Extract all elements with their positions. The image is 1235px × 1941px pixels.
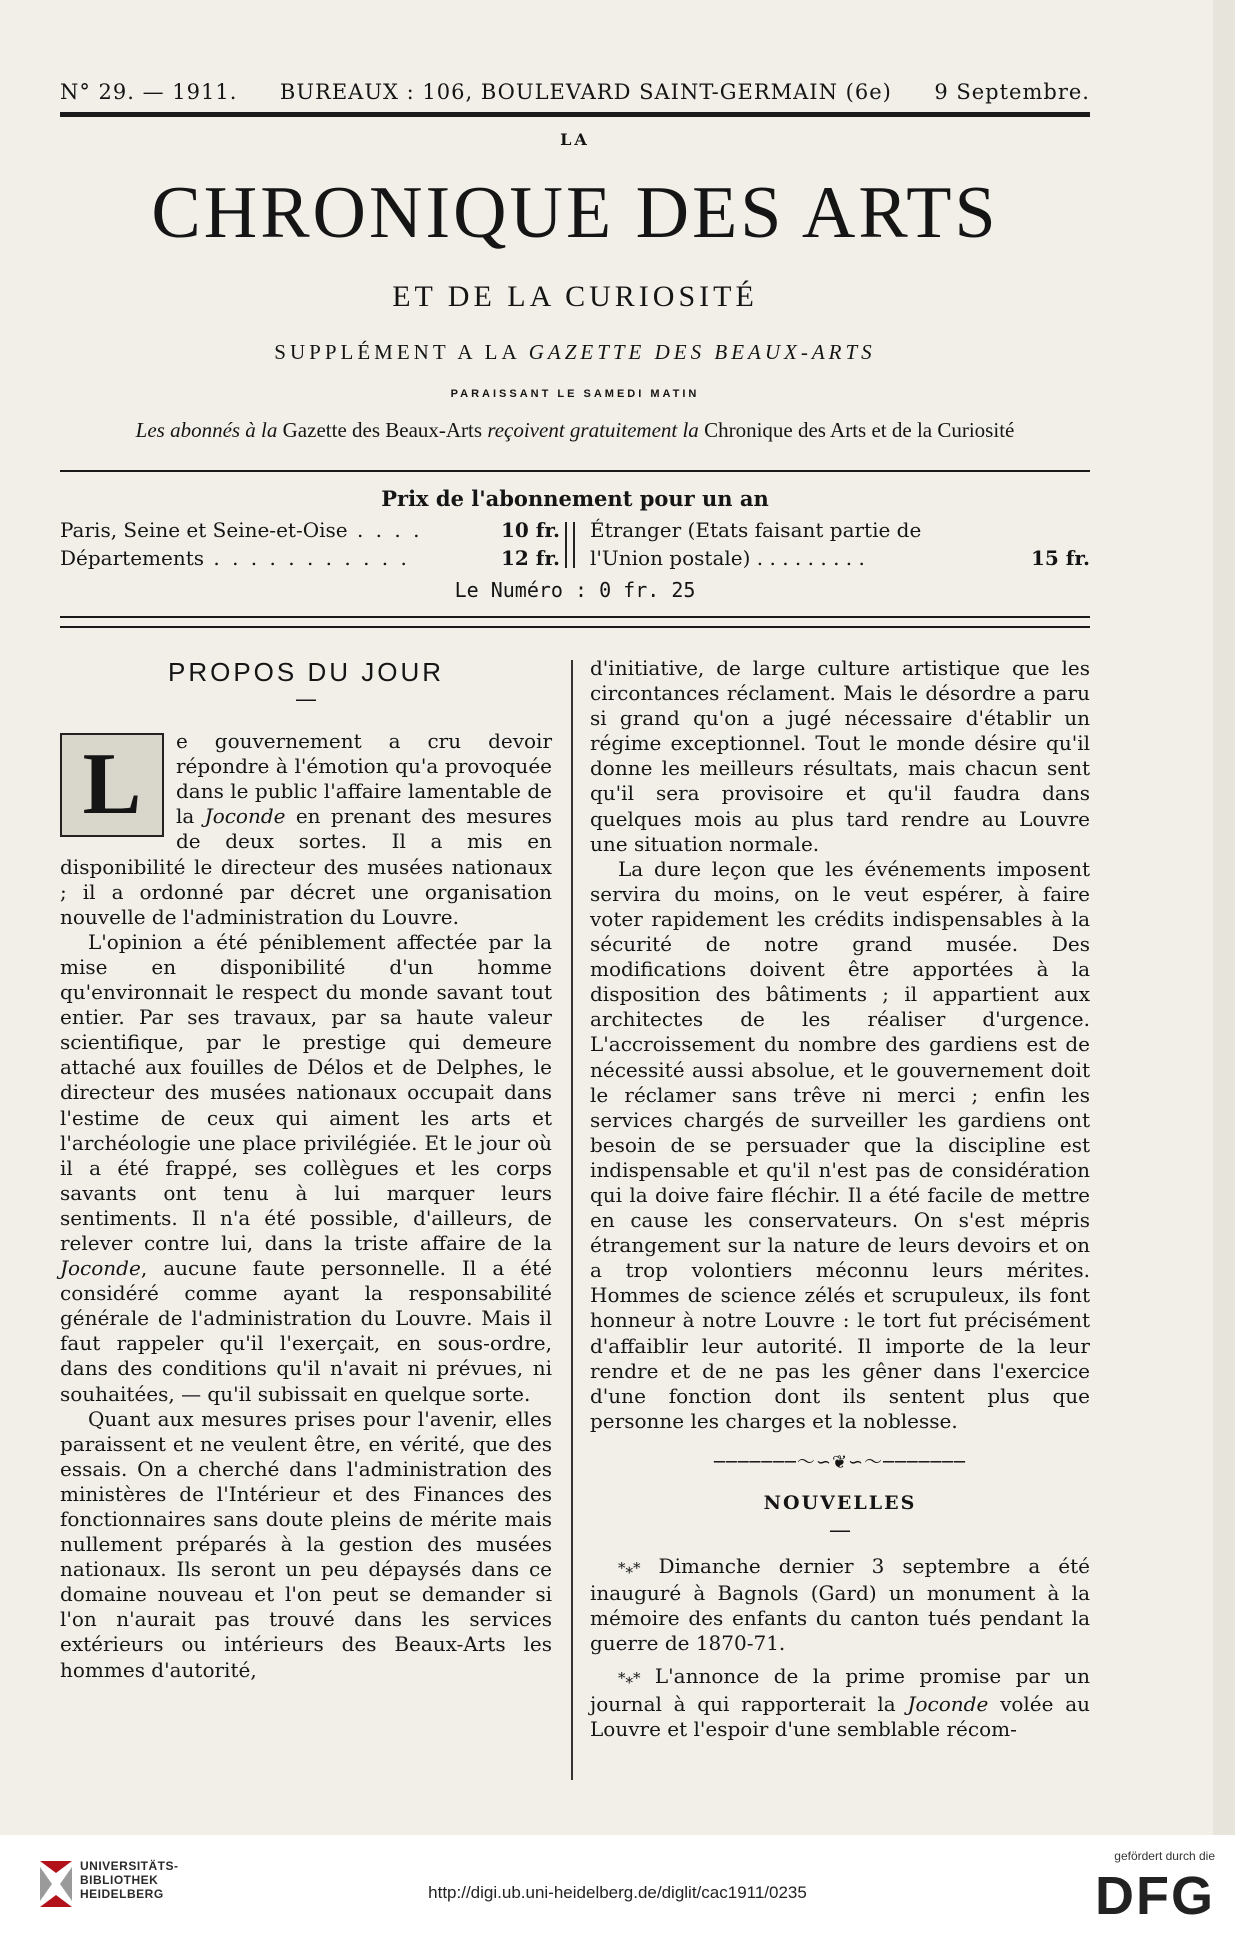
article-paragraph-1 — [60, 729, 552, 930]
abonnes-part-3: reçoivent gratuitement la — [487, 418, 699, 442]
article-heading: PROPOS DU JOUR — [167, 657, 445, 687]
page-gutter — [1213, 0, 1235, 1835]
masthead-parution: PARAISSANT LE SAMEDI MATIN — [450, 388, 700, 400]
funded-by-label: gefördert durch die — [1114, 1849, 1215, 1863]
etranger-price: 15 fr. — [1030, 546, 1090, 570]
p2-text: L'opinion a été péniblement affectée par la mise en disponibilité d'un homme qu'environnait le respect du monde savant tout entier. Par ses travaux, par sa haute valeur scientifique, par le prestige qui demeure attaché aux fouilles de Délos et de Delphes, le directeur des musées nationaux occupait dans l'estime de ceux qui aiment les arts et l'archéologie une place privilégiée. Et le jour où il a été frappé, ses collègues et les corps savants ont tenu à lui marquer leurs sentiments. Il n'a été possible, d'ailleurs, de relever contre lui, dans la triste affaire de la — [60, 929, 552, 1255]
article-paragraph-3: Quant aux mesures prises pour l'avenir, elles paraissent et ne veulent être, en vérité, que des essais. On a cherché dans l'administration des ministères de l'Intérieur et des Finances des fonctionnaires sans doute pleins de mérite mais nullement préparés à la gestion des musées nationaux. Ils seront un peu dépaysés dans ce domaine nouveau et l'on peut se demander si l'on n'aurait pas trouvé dans les services extérieurs ou intérieurs des Beaux-Arts les hommes d'autorité, — [60, 1406, 552, 1682]
p1-text: e gouvernement a cru devoir répondre à l'émotion qu'a provoquée dans le public l'affaire lamentable de la — [176, 729, 552, 829]
abonnes-part-4: Chronique des Arts et de la Curiosité — [704, 418, 1015, 442]
subscription-etranger — [590, 518, 1090, 542]
departements-price: 12 fr. — [500, 546, 560, 570]
news-item-2-text: L'annonce de la prime promise par un journal à qui rapporterait la — [590, 1664, 1090, 1716]
library-line-2: BIBLIOTHEK — [80, 1873, 159, 1887]
supplement-gazette: GAZETTE DES BEAUX-ARTS — [528, 340, 876, 364]
masthead-title: CHRONIQUE DES ARTS — [151, 172, 999, 254]
subscription-etranger-2 — [590, 546, 1090, 570]
article-paragraph-4: d'initiative, de large culture artistique que les circontances réclament. Mais le désordre a paru si grand qu'on a jugé nécessaire d'établir un régime exceptionnel. Tout le monde désire qu'il donne les meilleurs résultats, mais chacun sent qu'il sera provisoire et qu'il faudra dans quelques mois au plus tard rendre au Louvre une situation normale. — [590, 656, 1090, 856]
p2-joconde: Joconde — [60, 1256, 141, 1281]
library-line-1: UNIVERSITÄTS- — [80, 1859, 179, 1873]
column-divider — [571, 660, 573, 1780]
bureaux-address: BUREAUX : 106, BOULEVARD SAINT-GERMAIN (6e) — [279, 80, 892, 104]
right-column — [590, 656, 1090, 1742]
subscription-top-rule — [60, 470, 1090, 472]
issue-date: 9 Septembre. — [934, 80, 1090, 104]
news-stars-2: *⁎* — [618, 1669, 641, 1688]
paris-dots: . . . . — [347, 518, 423, 542]
subscription-title: Prix de l'abonnement pour un an — [381, 486, 769, 511]
left-column — [60, 657, 553, 1683]
article-paragraph-5: La dure leçon que les événements imposent servira du moins, on le veut espérer, à faire voter rapidement les crédits indispensables à la sécurité de notre grand musée. Des modifications doivent être apportées à la disposition des bâtiments ; il appartient aux architectes de les réaliser d'urgence. L'accroissement du nombre des gardiens est de nécessité aussi absolue, et le gouvernement doit le réclamer sans trêve ni merci ; enfin les services chargés de surveiller les gardiens ont besoin de se persuader que la discipline est indispensable et qu'il n'est pas de considération qui la doive faire fléchir. Il a été facile de mettre en cause les conservateurs. On s'est mépris étrangement sur la nature de leurs devoirs et on a trop volontiers méconnu leurs mérites. Hommes de science zélés et scrupuleux, ils font honneur à notre Louvre : le tort fut précisément d'affaiblir leur autorité. Il importe de la leur rendre et de ne pas les gêner dans l'exercice d'une fonction dont ils sentent plus que personne les charges et la noblesse. — [590, 856, 1090, 1433]
body-top-rule-1 — [60, 616, 1090, 618]
p1-text-end: en prenant des mesures de deux sortes. Il a mis en disponibilité le directeur des musées nationaux ; il a ordonné par décret une organisation nouvelle de l'administration du Louvre. — [60, 804, 553, 929]
news-stars-1: *⁎* — [618, 1559, 641, 1578]
news-item-2-text-end: volée au Louvre et l'espoir d'une semblable récom- — [590, 1691, 1091, 1741]
p2-text-end: , aucune faute personnelle. Il a été considéré comme ayant la responsabilité générale de l'administration du Louvre. Mais il faut rappeler qu'il l'exerçait, en sous-ordre, dans des conditions qu'il n'avait ni prévues, ni souhaitées, — qu'il subissait en quelque sorte. — [60, 1256, 552, 1406]
p1-joconde: Joconde — [204, 804, 286, 829]
etranger-label-2: l'Union postale) — [590, 546, 751, 570]
nouvelles-heading: NOUVELLES — [763, 1492, 917, 1514]
running-header — [60, 80, 1090, 104]
issue-number: N° 29. — 1911. — [60, 80, 238, 104]
etranger-label: Étranger (Etats faisant partie de — [590, 518, 922, 542]
news-item-2 — [590, 1664, 1090, 1741]
paris-price: 10 fr. — [500, 518, 560, 542]
header-rule — [60, 112, 1090, 117]
etranger-dots: . . . . . . . . . — [750, 546, 865, 570]
abonnes-part-1: Les abonnés à la — [135, 418, 278, 442]
news-item-2-joconde: Joconde — [907, 1691, 989, 1716]
single-issue-price: Le Numéro : 0 fr. 25 — [454, 578, 696, 602]
news-item-1 — [590, 1554, 1090, 1656]
departements-label: Départements — [60, 546, 205, 570]
ornamental-dropcap-icon: L — [60, 733, 164, 837]
body-top-rule-2 — [60, 626, 1090, 628]
article-paragraph-2 — [60, 930, 552, 1407]
nouvelles-heading-dash: — — [829, 1518, 851, 1544]
masthead-supplement — [60, 340, 1090, 365]
masthead-subtitle: ET DE LA CURIOSITÉ — [392, 280, 758, 313]
masthead-abonnes — [60, 418, 1090, 443]
source-url-link[interactable]: http://digi.ub.uni-heidelberg.de/diglit/cac1911/0235 — [428, 1883, 807, 1902]
viewer-footer — [0, 1835, 1235, 1941]
supplement-prefix: SUPPLÉMENT A LA — [274, 340, 520, 364]
dfg-logo[interactable]: DFG — [1095, 1866, 1215, 1926]
subscription-paris — [60, 518, 560, 542]
masthead-article: LA — [560, 130, 590, 149]
subscription-departements — [60, 546, 560, 570]
library-line-3: HEIDELBERG — [80, 1887, 164, 1901]
paris-label: Paris, Seine et Seine-et-Oise — [60, 518, 348, 542]
subscription-divider — [565, 522, 575, 568]
departements-dots: . . . . . . . . . . . — [204, 546, 410, 570]
section-ornament-divider: ───────〜∽❦∽〜─────── — [714, 1451, 966, 1473]
article-heading-dash: — — [295, 687, 317, 713]
news-item-1-text: Dimanche dernier 3 septembre a été inauguré à Bagnols (Gard) un monument à la mémoire des enfants du canton tués pendant la guerre de 1870-71. — [590, 1554, 1091, 1656]
abonnes-part-2: Gazette des Beaux-Arts — [282, 418, 483, 442]
